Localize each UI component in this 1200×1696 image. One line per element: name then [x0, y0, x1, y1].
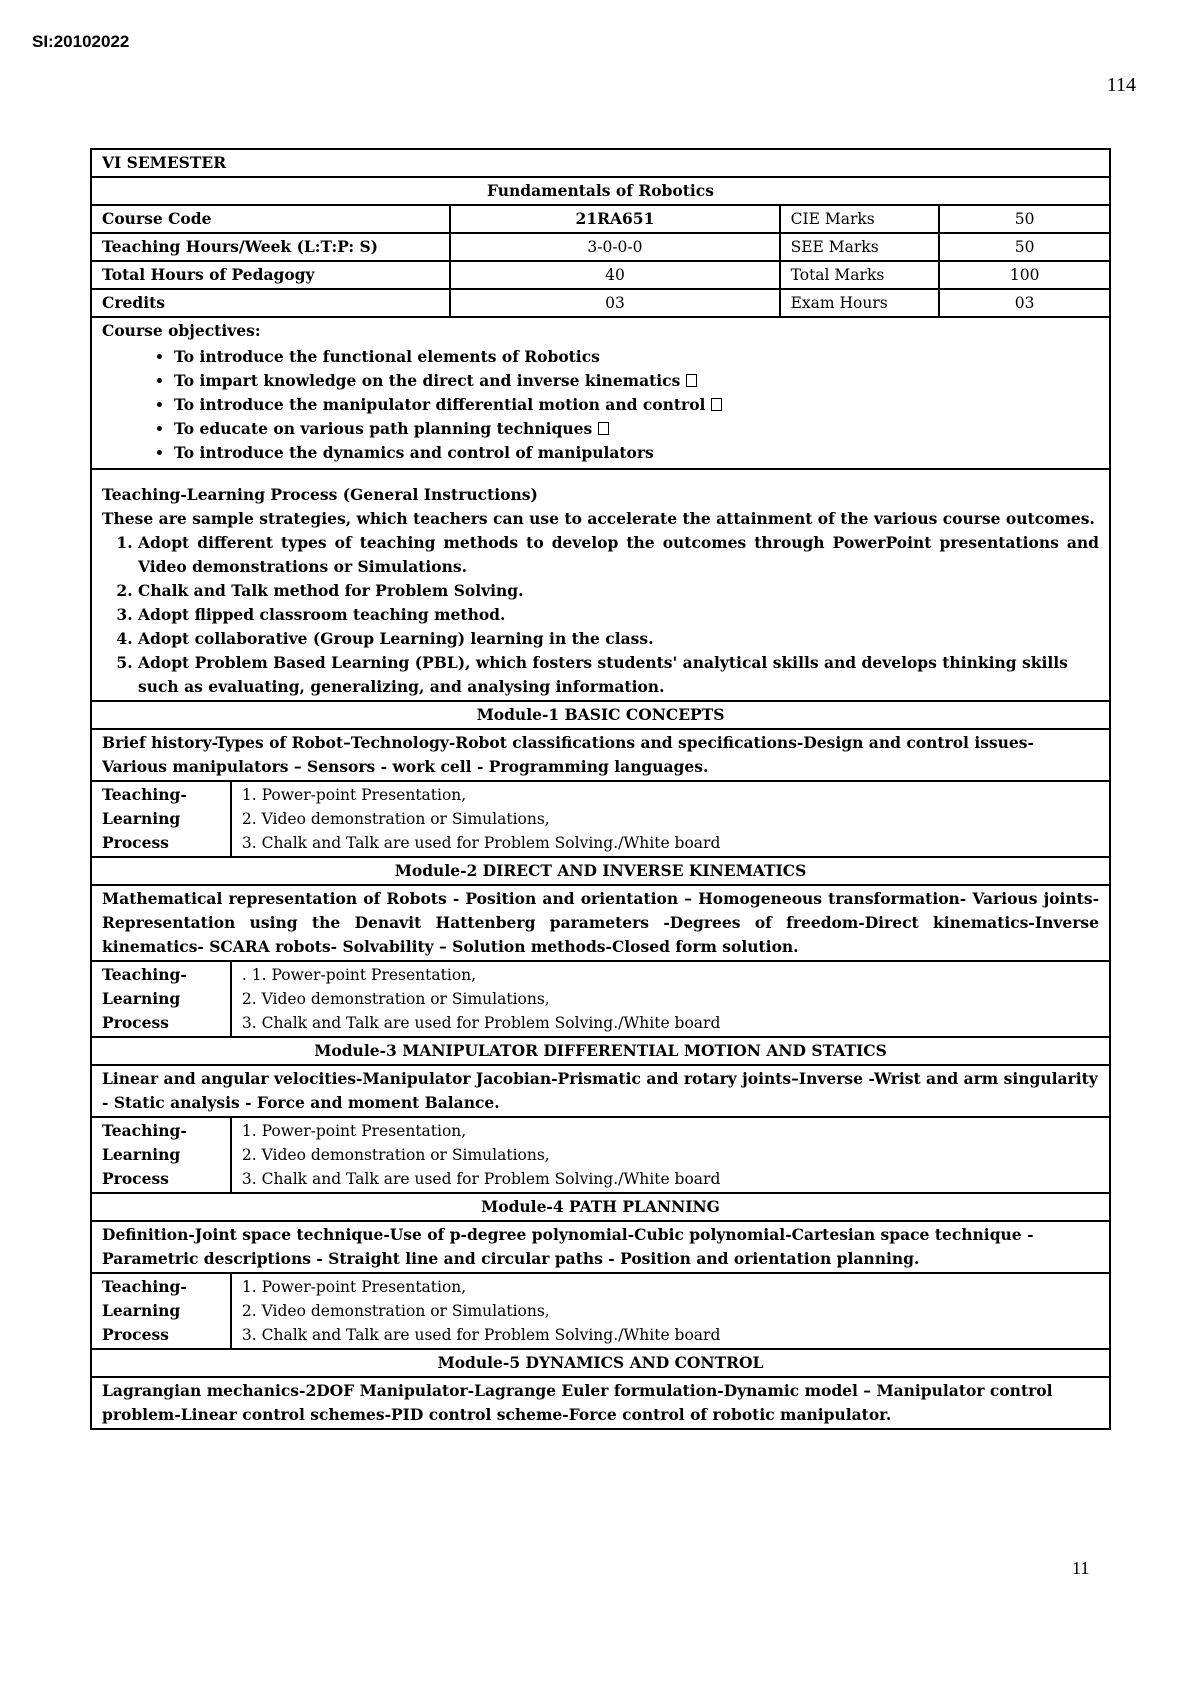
- tl-methods: 1. Power-point Presentation, 2. Video demonstration or Simulations, 3. Chalk and Talk are used for Problem Solving./White board: [231, 781, 1110, 857]
- course-title: Fundamentals of Robotics: [91, 177, 1110, 205]
- info-value: 3-0-0-0: [450, 233, 779, 261]
- info-label2: SEE Marks: [780, 233, 940, 261]
- info-label: Credits: [91, 289, 450, 317]
- info-label2: Total Marks: [780, 261, 940, 289]
- info-row: [91, 205, 1110, 233]
- tlp-heading: Teaching-Learning Process (General Instructions): [102, 485, 538, 504]
- tlp-item: 3. Adopt flipped classroom teaching method.: [138, 603, 1099, 627]
- tl-label: Teaching- Learning Process: [91, 1273, 231, 1349]
- objective-item: • To introduce the manipulator differential motion and control: [174, 393, 1099, 417]
- objective-item: • To impart knowledge on the direct and inverse kinematics: [174, 369, 1099, 393]
- objective-item: • To educate on various path planning techniques: [174, 417, 1099, 441]
- module-content: Definition-Joint space technique-Use of p-degree polynomial-Cubic polynomial-Cartesian space technique - Parametric descriptions - Straight line and circular paths - Position and orientation planning.: [91, 1221, 1110, 1273]
- info-row: [91, 261, 1110, 289]
- page-number-bottom: 11: [1072, 1558, 1090, 1578]
- tl-label: Teaching- Learning Process: [91, 961, 231, 1037]
- info-value: 21RA651: [450, 205, 779, 233]
- objectives-list: [102, 345, 1099, 465]
- objective-item: • To introduce the dynamics and control of manipulators: [174, 441, 1099, 465]
- info-value2: 100: [939, 261, 1110, 289]
- missing-glyph-icon: [711, 398, 722, 411]
- info-value2: 03: [939, 289, 1110, 317]
- document-code: SI:20102022: [32, 32, 130, 51]
- page-number-top: 114: [1106, 74, 1136, 96]
- objectives-heading: Course objectives:: [102, 321, 261, 340]
- tlp-item: 5. Adopt Problem Based Learning (PBL), which fosters students' analytical skills and develops thinking skills such as evaluating, generalizing, and analysing information.: [138, 651, 1099, 699]
- info-value: 40: [450, 261, 779, 289]
- module-content: Brief history-Types of Robot–Technology-Robot classifications and specifications-Design and control issues- Various manipulators – Sensors - work cell - Programming languages.: [91, 729, 1110, 781]
- module-title: Module-4 PATH PLANNING: [91, 1193, 1110, 1221]
- info-value2: 50: [939, 205, 1110, 233]
- teaching-learning-general: [91, 469, 1110, 701]
- module-content: Mathematical representation of Robots - Position and orientation – Homogeneous transformation- Various joints- Representation using the Denavit Hattenberg parameters -Degrees of freedom-Direct kinematics-Inverse kinematics- SCARA robots- Solvability – Solution methods-Closed form solution.: [91, 885, 1110, 961]
- info-value: 03: [450, 289, 779, 317]
- tl-label: Teaching- Learning Process: [91, 781, 231, 857]
- objective-item: • To introduce the functional elements of Robotics: [174, 345, 1099, 369]
- missing-glyph-icon: [686, 374, 697, 387]
- info-label2: CIE Marks: [780, 205, 940, 233]
- module-tl-row: [91, 1117, 1110, 1193]
- module-tl-row: [91, 781, 1110, 857]
- course-objectives: [91, 317, 1110, 469]
- module-title: Module-5 DYNAMICS AND CONTROL: [91, 1349, 1110, 1377]
- tlp-item: 2. Chalk and Talk method for Problem Solving.: [138, 579, 1099, 603]
- tl-label: Teaching- Learning Process: [91, 1117, 231, 1193]
- module-content: Lagrangian mechanics-2DOF Manipulator-Lagrange Euler formulation-Dynamic model – Manipulator control problem-Linear control schemes-PID control scheme-Force control of robotic manipulator.: [91, 1377, 1110, 1429]
- tl-methods: 1. Power-point Presentation, 2. Video demonstration or Simulations, 3. Chalk and Talk are used for Problem Solving./White board: [231, 1117, 1110, 1193]
- info-label2: Exam Hours: [780, 289, 940, 317]
- tlp-list: [102, 531, 1099, 699]
- info-row: [91, 289, 1110, 317]
- module-title: Module-2 DIRECT AND INVERSE KINEMATICS: [91, 857, 1110, 885]
- tlp-intro: These are sample strategies, which teachers can use to accelerate the attainment of the various course outcomes.: [102, 509, 1095, 528]
- syllabus-table: [90, 148, 1111, 1430]
- info-label: Total Hours of Pedagogy: [91, 261, 450, 289]
- tl-methods: . 1. Power-point Presentation, 2. Video demonstration or Simulations, 3. Chalk and Talk are used for Problem Solving./White board: [231, 961, 1110, 1037]
- info-value2: 50: [939, 233, 1110, 261]
- missing-glyph-icon: [598, 422, 609, 435]
- module-title: Module-1 BASIC CONCEPTS: [91, 701, 1110, 729]
- tlp-item: 1. Adopt different types of teaching methods to develop the outcomes through PowerPoint presentations and Video demonstrations or Simulations.: [138, 531, 1099, 579]
- tlp-item: 4. Adopt collaborative (Group Learning) learning in the class.: [138, 627, 1099, 651]
- info-row: [91, 233, 1110, 261]
- tl-methods: 1. Power-point Presentation, 2. Video demonstration or Simulations, 3. Chalk and Talk are used for Problem Solving./White board: [231, 1273, 1110, 1349]
- semester-heading: VI SEMESTER: [91, 149, 1110, 177]
- module-content: Linear and angular velocities-Manipulator Jacobian-Prismatic and rotary joints–Inverse -Wrist and arm singularity - Static analysis - Force and moment Balance.: [91, 1065, 1110, 1117]
- info-label: Teaching Hours/Week (L:T:P: S): [91, 233, 450, 261]
- module-title: Module-3 MANIPULATOR DIFFERENTIAL MOTION AND STATICS: [91, 1037, 1110, 1065]
- module-tl-row: [91, 961, 1110, 1037]
- info-label: Course Code: [91, 205, 450, 233]
- module-tl-row: [91, 1273, 1110, 1349]
